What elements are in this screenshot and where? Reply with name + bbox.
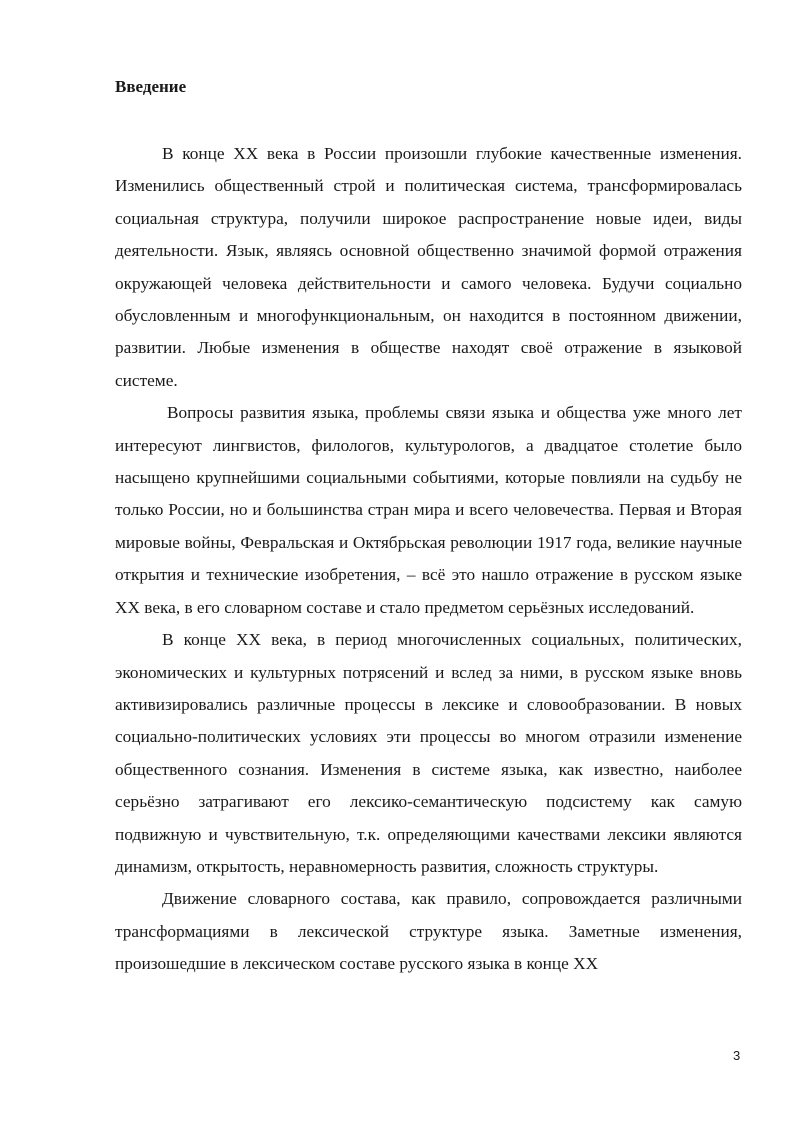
body-text [115, 138, 742, 981]
section-heading: Введение [115, 77, 187, 96]
paragraph: Движение словарного состава, как правило, сопровождается различными трансформациями в лексической структуре языка. Заметные изменения, произошедшие в лексическом составе русского языка в конце XX [115, 889, 742, 974]
paragraph: Вопросы развития языка, проблемы связи языка и общества уже много лет интересуют лингвистов, филологов, культурологов, а двадцатое столетие было насыщено крупнейшими социальными событиями, которые повлияли на судьбу не только России, но и большинства стран мира и всего человечества. Первая и Вторая мировые войны, Февральская и Октябрьская революции 1917 года, великие научные открытия и технические изобретения, – всё это нашло отражение в русском языке XX века, в его словарном составе и стало предметом серьёзных исследований. [115, 403, 742, 617]
paragraph: В конце XX века, в период многочисленных социальных, политических, экономических и культурных потрясений и вслед за ними, в русском языке вновь активизировались различные процессы в лексике и словообразовании. В новых социально-политических условиях эти процессы во многом отразили изменение общественного сознания. Изменения в системе языка, как известно, наиболее серьёзно затрагивают его лексико-семантическую подсистему как самую подвижную и чувствительную, т.к. определяющими качествами лексики являются динамизм, открытость, неравномерность развития, сложность структуры. [115, 630, 742, 876]
page-number: 3 [733, 1048, 741, 1063]
paragraph: В конце XX века в России произошли глубокие качественные изменения. Изменились общественный строй и политическая система, трансформировалась социальная структура, получили широкое распространение новые идеи, виды деятельности. Язык, являясь основной общественно значимой формой отражения окружающей человека действительности и самого человека. Будучи социально обусловленным и многофункциональным, он находится в постоянном движении, развитии. Любые изменения в обществе находят своё отражение в языковой системе. [115, 144, 742, 390]
